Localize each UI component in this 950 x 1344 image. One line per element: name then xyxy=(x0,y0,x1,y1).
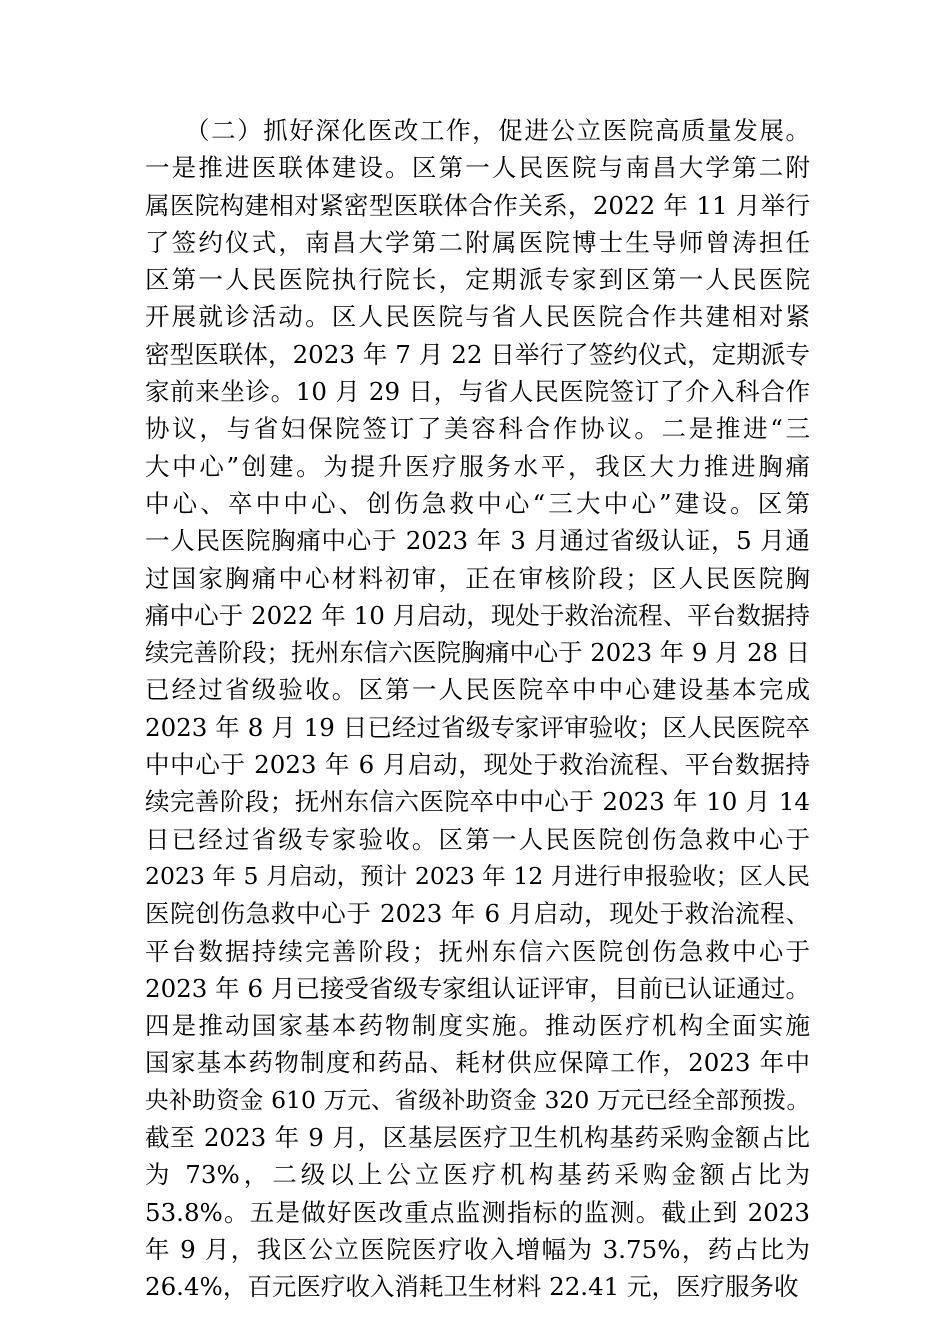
text-line: 截至 2023 年 9 月，区基层医疗卫生机构基药采购金额占比 xyxy=(145,1123,810,1153)
text-line: 26.4%，百元医疗收入消耗卫生材料 22.41 元，医疗服务收 xyxy=(145,1272,799,1302)
text-line: 一人民医院胸痛中心于 2023 年 3 月通过省级认证，5 月通 xyxy=(145,526,810,556)
text-line: 2023 年 5 月启动，预计 2023 年 12 月进行申报验收；区人民 xyxy=(145,861,810,890)
text-line: 已经过省级验收。区第一人民医院卒中中心建设基本完成 xyxy=(145,675,810,705)
text-line: 属医院构建相对紧密型医联体合作关系，2022 年 11 月举行 xyxy=(145,190,810,220)
text-line: 过国家胸痛中心材料初审，正在审核阶段；区人民医院胸 xyxy=(145,563,810,593)
text-line: 中中心于 2023 年 6 月启动，现处于救治流程、平台数据持 xyxy=(145,750,810,780)
text-line: 续完善阶段；抚州东信六医院胸痛中心于 2023 年 9 月 28 日 xyxy=(145,638,810,668)
text-line: 国家基本药物制度和药品、耗材供应保障工作，2023 年中 xyxy=(145,1048,810,1078)
text-line: 2023 年 8 月 19 日已经过省级专家评审验收；区人民医院卒 xyxy=(145,712,810,742)
text-line: 区第一人民医院执行院长，定期派专家到区第一人民医院 xyxy=(145,265,810,295)
text-line: 痛中心于 2022 年 10 月启动，现处于救治流程、平台数据持 xyxy=(145,600,810,630)
text-line: 大中心”创建。为提升医疗服务水平，我区大力推进胸痛 xyxy=(145,451,810,481)
text-line: 医院创伤急救中心于 2023 年 6 月启动，现处于救治流程、 xyxy=(145,899,810,929)
text-line: 日已经过省级专家验收。区第一人民医院创伤急救中心于 xyxy=(145,824,810,854)
text-line: 2023 年 6 月已接受省级专家组认证评审，目前已认证通过。 xyxy=(145,973,810,1003)
text-line: 四是推动国家基本药物制度实施。推动医疗机构全面实施 xyxy=(145,1011,810,1041)
text-line: 了签约仪式，南昌大学第二附属医院博士生导师曾涛担任 xyxy=(145,227,810,257)
text-line: 为 73%，二级以上公立医疗机构基药采购金额占比为 xyxy=(145,1160,810,1190)
text-line: 密型医联体，2023 年 7 月 22 日举行了签约仪式，定期派专 xyxy=(145,339,810,369)
body-paragraph xyxy=(145,112,810,1306)
text-line: 53.8%。五是做好医改重点监测指标的监测。截止到 2023 xyxy=(145,1197,810,1227)
text-line: 续完善阶段；抚州东信六医院卒中中心于 2023 年 10 月 14 xyxy=(145,787,810,817)
text-line: 家前来坐诊。10 月 29 日，与省人民医院签订了介入科合作 xyxy=(145,377,810,407)
text-line: 中心、卒中中心、创伤急救中心“三大中心”建设。区第 xyxy=(145,488,810,518)
text-line: 平台数据持续完善阶段；抚州东信六医院创伤急救中心于 xyxy=(145,936,810,966)
text-line: 央补助资金 610 万元、省级补助资金 320 万元已经全部预拨。 xyxy=(145,1085,810,1114)
text-line: 协议，与省妇保院签订了美容科合作协议。二是推进“三 xyxy=(145,414,810,444)
text-line: 一是推进医联体建设。区第一人民医院与南昌大学第二附 xyxy=(145,153,810,183)
text-line: 开展就诊活动。区人民医院与省人民医院合作共建相对紧 xyxy=(145,302,810,332)
text-line: （二）抓好深化医改工作，促进公立医院高质量发展。 xyxy=(145,116,810,145)
text-line: 年 9 月，我区公立医院医疗收入增幅为 3.75%，药占比为 xyxy=(145,1234,810,1264)
